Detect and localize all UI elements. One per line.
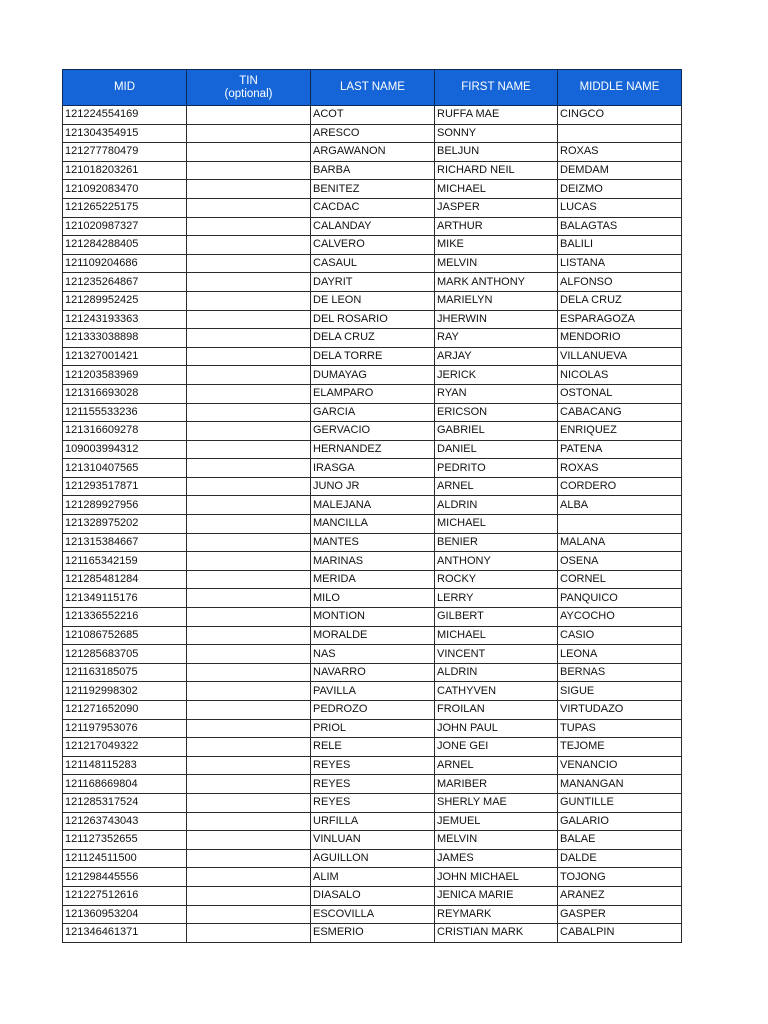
cell-last-name: AGUILLON [311,849,435,868]
cell-middle-name: ESPARAGOZA [558,310,682,329]
cell-middle-name: GALARIO [558,812,682,831]
cell-mid: 121328975202 [63,515,187,534]
cell-last-name: MANTES [311,533,435,552]
cell-middle-name: BALILI [558,236,682,255]
cell-last-name: ARGAWANON [311,143,435,162]
table-row [63,180,682,199]
cell-first-name: JONE GEI [435,738,558,757]
cell-last-name: BARBA [311,161,435,180]
cell-last-name: BENITEZ [311,180,435,199]
table-row [63,924,682,943]
cell-tin [187,608,311,627]
cell-mid: 121285317524 [63,793,187,812]
cell-first-name: DANIEL [435,440,558,459]
table-row [63,273,682,292]
cell-tin [187,812,311,831]
cell-mid: 121018203261 [63,161,187,180]
cell-middle-name: CORNEL [558,570,682,589]
cell-first-name: RICHARD NEIL [435,161,558,180]
cell-middle-name: BALAGTAS [558,217,682,236]
table-row [63,719,682,738]
cell-tin [187,198,311,217]
cell-first-name: SHERLY MAE [435,793,558,812]
cell-first-name: JOHN MICHAEL [435,868,558,887]
cell-middle-name: CINGCO [558,106,682,125]
cell-middle-name: DALDE [558,849,682,868]
cell-tin [187,161,311,180]
table-row [63,254,682,273]
cell-tin [187,775,311,794]
cell-middle-name: PANQUICO [558,589,682,608]
cell-mid: 121165342159 [63,552,187,571]
cell-last-name: IRASGA [311,459,435,478]
cell-mid: 121285683705 [63,645,187,664]
cell-first-name: ANTHONY [435,552,558,571]
cell-tin [187,682,311,701]
cell-first-name: BELJUN [435,143,558,162]
cell-mid: 121235264867 [63,273,187,292]
column-header-middle-name: MIDDLE NAME [558,70,682,106]
cell-mid: 121092083470 [63,180,187,199]
cell-tin [187,477,311,496]
cell-middle-name: OSENA [558,552,682,571]
table-row [63,886,682,905]
cell-first-name: CRISTIAN MARK [435,924,558,943]
table-row [63,403,682,422]
cell-first-name: MICHAEL [435,180,558,199]
cell-first-name: RUFFA MAE [435,106,558,125]
cell-first-name: JAMES [435,849,558,868]
column-header-tin [187,70,311,106]
cell-first-name: JOHN PAUL [435,719,558,738]
cell-mid: 109003994312 [63,440,187,459]
table-row [63,849,682,868]
cell-last-name: MORALDE [311,626,435,645]
cell-tin [187,273,311,292]
cell-middle-name: DELA CRUZ [558,291,682,310]
cell-first-name: JHERWIN [435,310,558,329]
cell-last-name: DUMAYAG [311,366,435,385]
table-header [63,70,682,106]
cell-first-name: GABRIEL [435,422,558,441]
cell-tin [187,422,311,441]
cell-last-name: ELAMPARO [311,384,435,403]
cell-mid: 121285481284 [63,570,187,589]
table-row [63,310,682,329]
cell-last-name: MANCILLA [311,515,435,534]
table-row [63,533,682,552]
cell-first-name: MICHAEL [435,626,558,645]
cell-last-name: CALVERO [311,236,435,255]
cell-first-name: JERICK [435,366,558,385]
cell-mid: 121293517871 [63,477,187,496]
cell-last-name: REYES [311,756,435,775]
cell-middle-name: CORDERO [558,477,682,496]
cell-tin [187,570,311,589]
cell-last-name: RELE [311,738,435,757]
cell-middle-name: ROXAS [558,459,682,478]
column-header-tin-optional: (optional) [224,87,273,100]
cell-middle-name: BERNAS [558,663,682,682]
table-row [63,329,682,348]
table-row [63,738,682,757]
cell-last-name: MALEJANA [311,496,435,515]
cell-tin [187,552,311,571]
cell-middle-name: DEIZMO [558,180,682,199]
cell-first-name: ALDRIN [435,496,558,515]
table-row [63,124,682,143]
cell-tin [187,831,311,850]
cell-last-name: JUNO JR [311,477,435,496]
cell-mid: 121020987327 [63,217,187,236]
cell-last-name: DELA TORRE [311,347,435,366]
table-row [63,496,682,515]
cell-middle-name: ENRIQUEZ [558,422,682,441]
cell-tin [187,515,311,534]
cell-last-name: REYES [311,775,435,794]
table-row [63,775,682,794]
cell-middle-name: MANANGAN [558,775,682,794]
cell-last-name: REYES [311,793,435,812]
cell-first-name: ALDRIN [435,663,558,682]
table-row [63,366,682,385]
cell-middle-name: TOJONG [558,868,682,887]
table-row [63,831,682,850]
cell-last-name: ESMERIO [311,924,435,943]
table-row [63,477,682,496]
table-row [63,198,682,217]
cell-mid: 121224554169 [63,106,187,125]
cell-mid: 121109204686 [63,254,187,273]
cell-last-name: ARESCO [311,124,435,143]
cell-last-name: GARCIA [311,403,435,422]
cell-last-name: CASAUL [311,254,435,273]
cell-mid: 121271652090 [63,701,187,720]
cell-mid: 121148115283 [63,756,187,775]
cell-middle-name: ALBA [558,496,682,515]
cell-last-name: MILO [311,589,435,608]
table-row [63,812,682,831]
cell-tin [187,719,311,738]
cell-middle-name: CABACANG [558,403,682,422]
cell-middle-name: ALFONSO [558,273,682,292]
cell-tin [187,143,311,162]
cell-tin [187,663,311,682]
cell-mid: 121217049322 [63,738,187,757]
cell-first-name: MARIBER [435,775,558,794]
cell-mid: 121284288405 [63,236,187,255]
cell-tin [187,310,311,329]
cell-first-name: ARNEL [435,477,558,496]
cell-middle-name: PATENA [558,440,682,459]
cell-middle-name: VIRTUDAZO [558,701,682,720]
cell-tin [187,589,311,608]
cell-middle-name: AYCOCHO [558,608,682,627]
cell-last-name: CACDAC [311,198,435,217]
cell-first-name: MELVIN [435,831,558,850]
cell-first-name: LERRY [435,589,558,608]
cell-tin [187,384,311,403]
cell-middle-name: DEMDAM [558,161,682,180]
cell-first-name: MICHAEL [435,515,558,534]
table-row [63,682,682,701]
table-row [63,422,682,441]
cell-first-name: PEDRITO [435,459,558,478]
cell-first-name: REYMARK [435,905,558,924]
cell-mid: 121203583969 [63,366,187,385]
table-row [63,868,682,887]
cell-tin [187,868,311,887]
cell-mid: 121310407565 [63,459,187,478]
cell-last-name: PRIOL [311,719,435,738]
cell-middle-name: GUNTILLE [558,793,682,812]
cell-first-name: BENIER [435,533,558,552]
cell-first-name: MIKE [435,236,558,255]
cell-tin [187,756,311,775]
table-row [63,756,682,775]
table-row [63,645,682,664]
table-row [63,459,682,478]
cell-last-name: DEL ROSARIO [311,310,435,329]
cell-middle-name: BALAE [558,831,682,850]
cell-last-name: URFILLA [311,812,435,831]
cell-mid: 121265225175 [63,198,187,217]
cell-middle-name: ARANEZ [558,886,682,905]
cell-last-name: DE LEON [311,291,435,310]
cell-first-name: RYAN [435,384,558,403]
cell-tin [187,236,311,255]
member-roster-sheet [62,69,681,943]
cell-middle-name: SIGUE [558,682,682,701]
table-row [63,515,682,534]
cell-mid: 121349115176 [63,589,187,608]
table-row [63,161,682,180]
table-row [63,701,682,720]
table-row [63,291,682,310]
table-row [63,384,682,403]
cell-last-name: PEDROZO [311,701,435,720]
cell-mid: 121336552216 [63,608,187,627]
member-roster-table [62,69,682,943]
cell-mid: 121197953076 [63,719,187,738]
cell-mid: 121192998302 [63,682,187,701]
table-body [63,106,682,943]
cell-mid: 121316693028 [63,384,187,403]
table-row [63,217,682,236]
cell-middle-name: GASPER [558,905,682,924]
table-row [63,347,682,366]
table-row [63,440,682,459]
cell-first-name: ERICSON [435,403,558,422]
cell-tin [187,347,311,366]
cell-mid: 121360953204 [63,905,187,924]
cell-mid: 121227512616 [63,886,187,905]
table-row [63,143,682,162]
cell-middle-name: LUCAS [558,198,682,217]
table-row [63,626,682,645]
cell-tin [187,905,311,924]
cell-last-name: MARINAS [311,552,435,571]
cell-mid: 121124511500 [63,849,187,868]
cell-tin [187,124,311,143]
cell-tin [187,701,311,720]
cell-first-name: ARNEL [435,756,558,775]
cell-tin [187,180,311,199]
cell-middle-name: NICOLAS [558,366,682,385]
cell-tin [187,533,311,552]
cell-mid: 121086752685 [63,626,187,645]
cell-first-name: SONNY [435,124,558,143]
table-row [63,236,682,255]
cell-last-name: MERIDA [311,570,435,589]
column-header-mid: MID [63,70,187,106]
cell-middle-name: OSTONAL [558,384,682,403]
cell-tin [187,106,311,125]
cell-last-name: MONTION [311,608,435,627]
table-row [63,570,682,589]
cell-tin [187,886,311,905]
column-header-tin-label: TIN [239,74,258,87]
cell-first-name: JEMUEL [435,812,558,831]
cell-mid: 121168669804 [63,775,187,794]
cell-mid: 121263743043 [63,812,187,831]
cell-middle-name: VILLANUEVA [558,347,682,366]
cell-mid: 121163185075 [63,663,187,682]
cell-first-name: ARJAY [435,347,558,366]
cell-tin [187,217,311,236]
cell-mid: 121304354915 [63,124,187,143]
cell-last-name: DELA CRUZ [311,329,435,348]
cell-tin [187,496,311,515]
cell-mid: 121243193363 [63,310,187,329]
cell-tin [187,793,311,812]
cell-middle-name [558,515,682,534]
cell-mid: 121127352655 [63,831,187,850]
cell-tin [187,738,311,757]
cell-middle-name [558,124,682,143]
cell-mid: 121298445556 [63,868,187,887]
cell-first-name: RAY [435,329,558,348]
table-row [63,905,682,924]
cell-tin [187,626,311,645]
cell-mid: 121316609278 [63,422,187,441]
cell-tin [187,403,311,422]
cell-last-name: ESCOVILLA [311,905,435,924]
cell-first-name: MARIELYN [435,291,558,310]
cell-last-name: VINLUAN [311,831,435,850]
cell-middle-name: LEONA [558,645,682,664]
cell-tin [187,440,311,459]
cell-first-name: FROILAN [435,701,558,720]
cell-first-name: JENICA MARIE [435,886,558,905]
cell-mid: 121327001421 [63,347,187,366]
cell-tin [187,924,311,943]
column-header-last-name: LAST NAME [311,70,435,106]
cell-last-name: PAVILLA [311,682,435,701]
cell-last-name: DIASALO [311,886,435,905]
cell-mid: 121315384667 [63,533,187,552]
cell-mid: 121289952425 [63,291,187,310]
cell-middle-name: CABALPIN [558,924,682,943]
cell-last-name: CALANDAY [311,217,435,236]
cell-first-name: MARK ANTHONY [435,273,558,292]
cell-mid: 121346461371 [63,924,187,943]
cell-middle-name: MENDORIO [558,329,682,348]
cell-last-name: ACOT [311,106,435,125]
cell-tin [187,291,311,310]
cell-tin [187,645,311,664]
cell-last-name: NAS [311,645,435,664]
cell-last-name: DAYRIT [311,273,435,292]
cell-middle-name: MALANA [558,533,682,552]
cell-first-name: GILBERT [435,608,558,627]
table-row [63,552,682,571]
cell-first-name: CATHYVEN [435,682,558,701]
cell-mid: 121155533236 [63,403,187,422]
table-row [63,663,682,682]
cell-middle-name: TUPAS [558,719,682,738]
cell-last-name: HERNANDEZ [311,440,435,459]
cell-middle-name: VENANCIO [558,756,682,775]
cell-tin [187,849,311,868]
table-row [63,608,682,627]
cell-mid: 121289927956 [63,496,187,515]
table-row [63,106,682,125]
cell-last-name: NAVARRO [311,663,435,682]
cell-tin [187,254,311,273]
cell-tin [187,366,311,385]
cell-tin [187,459,311,478]
header-row [63,70,682,106]
cell-first-name: JASPER [435,198,558,217]
cell-mid: 121333038898 [63,329,187,348]
cell-first-name: ARTHUR [435,217,558,236]
cell-last-name: GERVACIO [311,422,435,441]
cell-middle-name: CASIO [558,626,682,645]
cell-middle-name: ROXAS [558,143,682,162]
cell-first-name: VINCENT [435,645,558,664]
table-row [63,589,682,608]
cell-first-name: ROCKY [435,570,558,589]
cell-last-name: ALIM [311,868,435,887]
cell-middle-name: TEJOME [558,738,682,757]
column-header-first-name: FIRST NAME [435,70,558,106]
cell-middle-name: LISTANA [558,254,682,273]
cell-first-name: MELVIN [435,254,558,273]
cell-mid: 121277780479 [63,143,187,162]
table-row [63,793,682,812]
cell-tin [187,329,311,348]
